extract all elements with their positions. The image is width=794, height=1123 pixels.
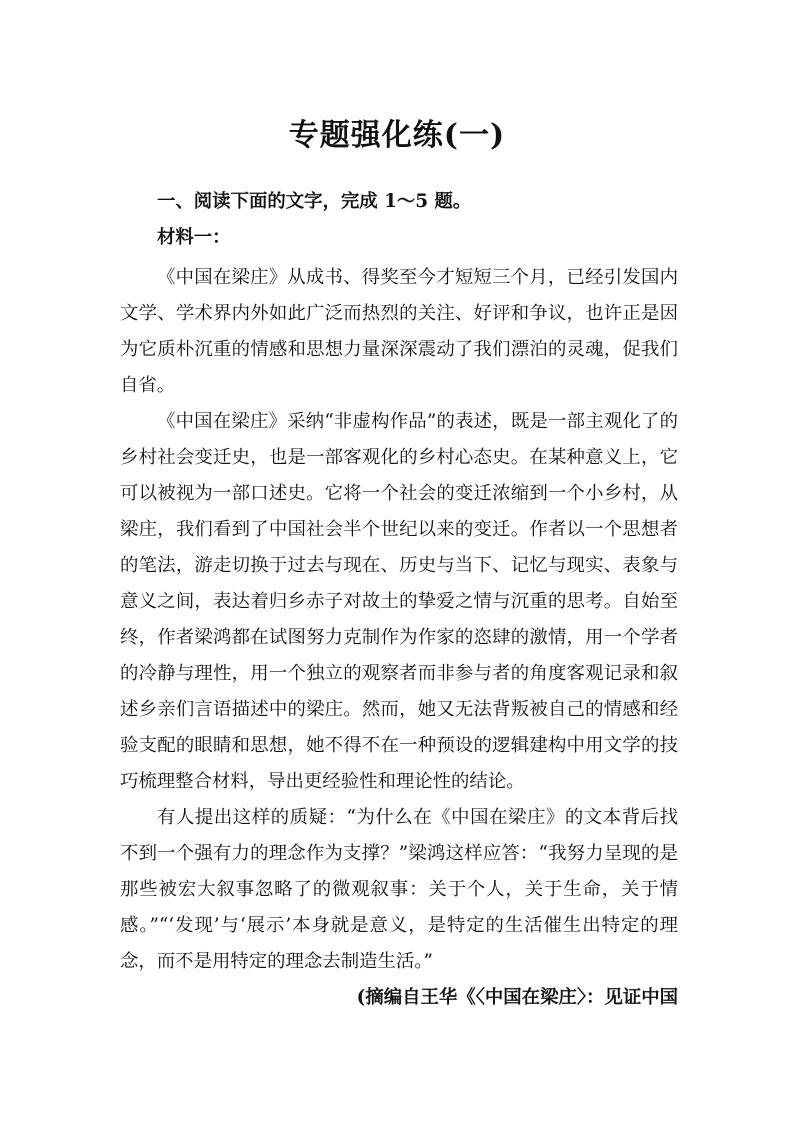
paragraph-1: 《中国在梁庄》从成书、得奖至今才短短三个月，已经引发国内文学、学术界内外如此广泛而热烈的关注、好评和争议，也许正是因为它质朴沉重的情感和思想力量深深震动了我们漂泊的灵魂，促我们自省。 bbox=[120, 267, 678, 396]
question-intro: 一、阅读下面的文字，完成 1～5 题。 bbox=[157, 191, 472, 212]
material-label: 材料一： bbox=[157, 227, 231, 248]
source-citation: (摘编自王华《〈中国在梁庄〉：见证中国 bbox=[356, 987, 678, 1008]
paragraph-3: 有人提出这样的质疑：“为什么在《中国在梁庄》的文本背后找不到一个强有力的理念作为支撑？”梁鸿这样应答：“我努力呈现的是那些被宏大叙事忽略了的微观叙事：关于个人，关于生命，关于情感。”“‘发现’与‘展示’本身就是意义，是特定的生活催生出特定的理念，而不是用特定的理念去制造生活。” bbox=[120, 807, 678, 972]
document-body bbox=[120, 188, 678, 1016]
paragraph-2: 《中国在梁庄》采纳“非虚构作品”的表述，既是一部主观化了的乡村社会变迁史，也是一部客观化的乡村心态史。在某种意义上，它可以被视为一部口述史。它将一个社会的变迁浓缩到一个小乡村，从梁庄，我们看到了中国社会半个世纪以来的变迁。作者以一个思想者的笔法，游走切换于过去与现在、历史与当下、记忆与现实、表象与意义之间，表达着归乡赤子对故土的挚爱之情与沉重的思考。自始至终，作者梁鸿都在试图努力克制作为作家的恣肆的激情，用一个学者的冷静与理性，用一个独立的观察者而非参与者的角度客观记录和叙述乡亲们言语描述中的梁庄。然而，她又无法背叛被自己的情感和经验支配的眼睛和思想，她不得不在一种预设的逻辑建构中用文学的技巧梳理整合材料，导出更经验性和理论性的结论。 bbox=[120, 411, 678, 792]
page-title: 专题强化练(一) bbox=[288, 118, 506, 153]
